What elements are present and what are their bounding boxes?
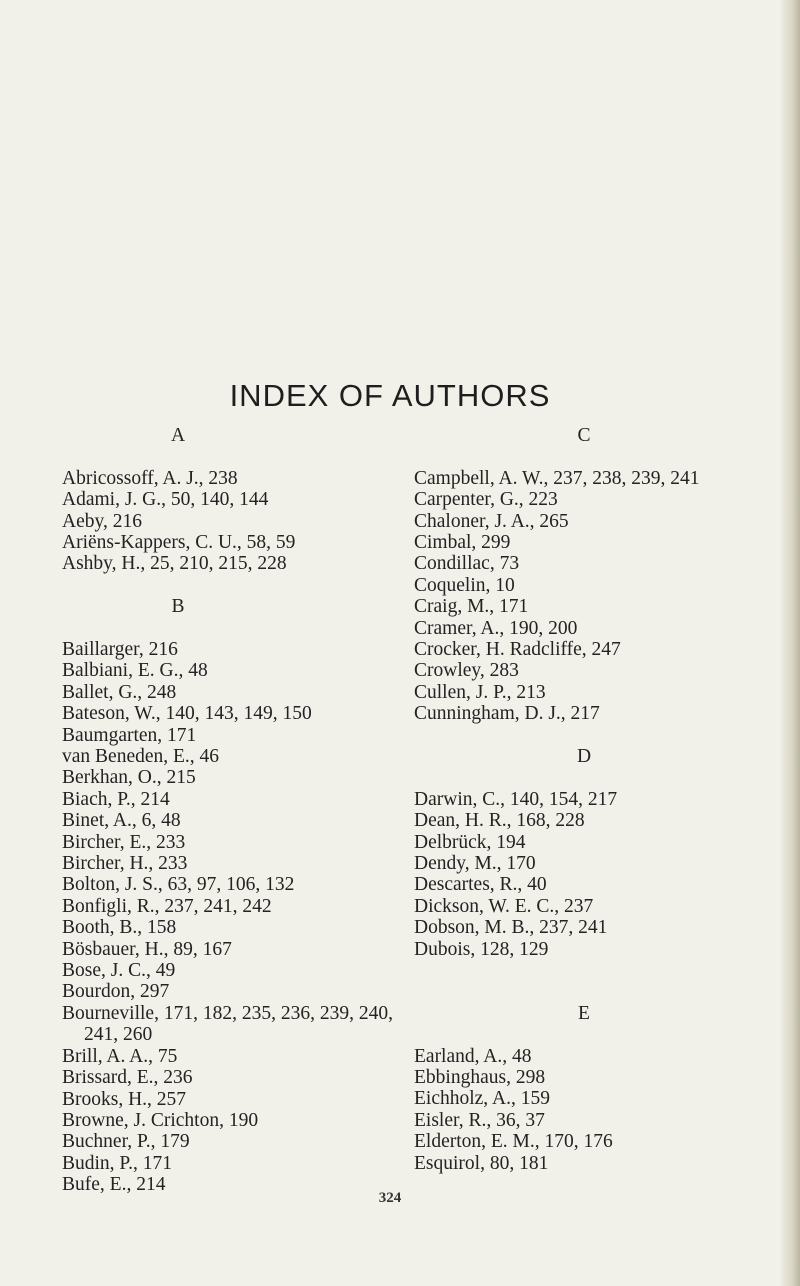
- index-entry: Condillac, 73: [414, 553, 520, 575]
- index-entry: Bateson, W., 140, 143, 149, 150: [62, 703, 312, 725]
- index-entry: Browne, J. Crichton, 190: [62, 1109, 259, 1131]
- index-entry: Cunningham, D. J., 217: [414, 703, 600, 725]
- page-edge: [780, 0, 800, 1286]
- index-entry: Aeby, 216: [62, 510, 142, 532]
- index-entry: Esquirol, 80, 181: [414, 1152, 549, 1174]
- index-entry: Elderton, E. M., 170, 176: [414, 1131, 613, 1153]
- index-entry: Delbrück, 194: [414, 831, 526, 853]
- index-entry: Abricossoff, A. J., 238: [62, 467, 238, 489]
- index-entry: Brissard, E., 236: [62, 1067, 193, 1089]
- index-entry: Dean, H. R., 168, 228: [414, 810, 585, 832]
- index-entry: Bufe, E., 214: [62, 1174, 166, 1196]
- index-entry: Booth, B., 158: [62, 917, 177, 939]
- index-entry: Binet, A., 6, 48: [62, 810, 181, 832]
- index-entry: Bösbauer, H., 89, 167: [62, 938, 232, 960]
- index-entry: Ashby, H., 25, 210, 215, 228: [62, 553, 287, 575]
- index-entry: Crowley, 283: [414, 660, 519, 682]
- index-entry: Carpenter, G., 223: [414, 489, 558, 511]
- index-entry: Bonfigli, R., 237, 241, 242: [62, 895, 272, 917]
- index-entry: Budin, P., 171: [62, 1152, 172, 1174]
- index-column-right: [414, 425, 774, 1174]
- index-entry: Earland, A., 48: [414, 1045, 532, 1067]
- index-entry: Cramer, A., 190, 200: [414, 617, 578, 639]
- index-entry: Crocker, H. Radcliffe, 247: [414, 639, 621, 661]
- index-entry: Eisler, R., 36, 37: [414, 1109, 545, 1131]
- index-entry: Brill, A. A., 75: [62, 1045, 178, 1067]
- index-entry: Baumgarten, 171: [62, 724, 197, 746]
- section-letter-b: B: [171, 596, 185, 618]
- index-entry: Dickson, W. E. C., 237: [414, 895, 594, 917]
- index-entry: Eichholz, A., 159: [414, 1088, 550, 1110]
- section-letter-a: A: [170, 425, 186, 446]
- index-column-left: [62, 425, 402, 1196]
- index-entry: Ballet, G., 248: [62, 681, 177, 703]
- index-entry: Adami, J. G., 50, 140, 144: [62, 489, 269, 511]
- section-letter-e: E: [578, 1002, 590, 1024]
- page-title: INDEX OF AUTHORS: [229, 378, 551, 413]
- index-entry: Bolton, J. S., 63, 97, 106, 132: [62, 874, 295, 896]
- index-entry: Cimbal, 299: [414, 532, 511, 553]
- index-entry: Chaloner, J. A., 265: [414, 510, 569, 532]
- index-entry: Dendy, M., 170: [414, 853, 536, 875]
- index-entry: Brooks, H., 257: [62, 1088, 187, 1110]
- index-entry: Bose, J. C., 49: [62, 960, 176, 982]
- index-entry: Balbiani, E. G., 48: [62, 660, 208, 682]
- index-entry: Bircher, H., 233: [62, 853, 188, 875]
- index-entry: Dubois, 128, 129: [414, 938, 549, 960]
- index-entry: Bourneville, 171, 182, 235, 236, 239, 240, 241, 260: [62, 1002, 393, 1046]
- index-entry: Buchner, P., 179: [62, 1131, 190, 1153]
- index-entry: van Beneden, E., 46: [62, 746, 220, 768]
- index-entry: Bircher, E., 233: [62, 831, 186, 853]
- section-letter-c: C: [577, 425, 591, 446]
- index-entry: Biach, P., 214: [62, 788, 170, 810]
- page-number: 324: [378, 1190, 402, 1206]
- index-entry: Cullen, J. P., 213: [414, 681, 546, 703]
- index-entry: Descartes, R., 40: [414, 874, 547, 896]
- index-entry: Coquelin, 10: [414, 574, 515, 596]
- index-entry: Darwin, C., 140, 154, 217: [414, 788, 618, 810]
- index-entry: Bourdon, 297: [62, 981, 170, 1003]
- index-entry: Campbell, A. W., 237, 238, 239, 241: [414, 467, 700, 489]
- index-entry: Dobson, M. B., 237, 241: [414, 917, 608, 939]
- index-entry: Baillarger, 216: [62, 638, 178, 660]
- index-entry: Berkhan, O., 215: [62, 767, 196, 789]
- index-entry: Craig, M., 171: [414, 596, 529, 618]
- index-entry: Ariëns-Kappers, C. U., 58, 59: [62, 532, 296, 553]
- section-letter-d: D: [576, 746, 592, 768]
- index-entry: Ebbinghaus, 298: [414, 1067, 546, 1089]
